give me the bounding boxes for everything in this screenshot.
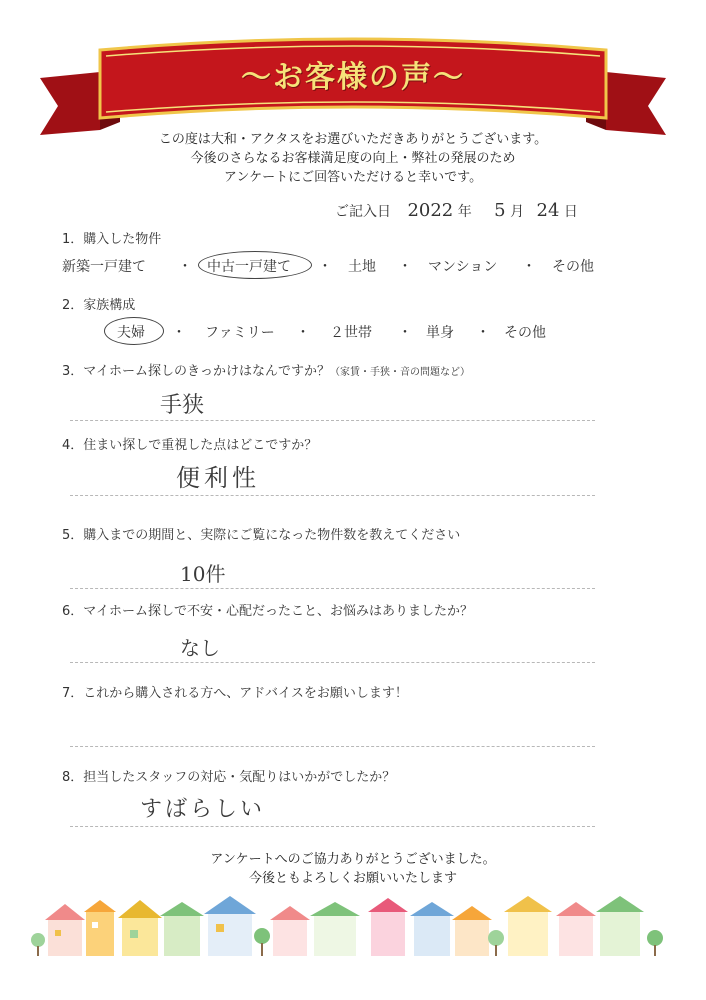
date-month-unit: 月 — [510, 204, 525, 220]
intro-line-3: アンケートにご回答いただけると幸いです。 — [223, 170, 483, 185]
q1-option-used-house: 中古一戸建て — [207, 259, 291, 275]
q4-answer-line — [70, 495, 595, 496]
tree-icon — [31, 933, 45, 956]
house-icon — [556, 902, 596, 956]
date-label: ご記入日 — [335, 204, 391, 220]
tree-icon — [254, 928, 270, 956]
tree-icon — [647, 930, 663, 956]
q3-answer-line — [70, 420, 595, 421]
q7-question: 7．これから購入される方へ、アドバイスをお願いします！ — [62, 686, 408, 701]
house-icon — [84, 900, 116, 956]
house-icon — [452, 906, 492, 956]
separator: ・ — [318, 259, 332, 275]
q4-answer: 便利性 — [176, 464, 260, 492]
tree-icon — [488, 930, 504, 956]
house-icon — [204, 896, 256, 956]
date-day-unit: 日 — [563, 204, 578, 220]
q2-option-two-generation: ２世帯 — [330, 325, 372, 341]
date-month: 5 — [494, 200, 506, 221]
house-icon — [45, 904, 85, 956]
q3-question — [62, 360, 470, 379]
date-row — [335, 200, 578, 221]
q5-answer-line — [70, 588, 595, 589]
q7-answer-line — [70, 746, 595, 747]
separator: ・ — [296, 325, 310, 341]
q4-question: 4．住まい探しで重視した点はどこですか？ — [62, 438, 318, 453]
date-year: 2022 — [407, 200, 454, 221]
q6-answer-line — [70, 662, 595, 663]
house-icon — [310, 902, 360, 956]
q8-answer-line — [70, 826, 595, 827]
q2-question: 2．家族構成 — [62, 298, 136, 313]
q2-option-family: ファミリー — [205, 325, 275, 341]
house-icon — [368, 898, 408, 956]
house-icon — [118, 900, 162, 956]
page-title: ～お客様の声～ — [241, 60, 465, 95]
separator: ・ — [398, 325, 412, 341]
q3-question-text: 3．マイホーム探しのきっかけはなんですか？ — [62, 364, 331, 379]
separator: ・ — [172, 325, 186, 341]
q2-options — [0, 322, 706, 342]
q1-option-land: 土地 — [348, 259, 376, 275]
q5-answer: 10件 — [180, 562, 226, 586]
house-icon — [596, 896, 644, 956]
q3-answer: 手狭 — [160, 393, 205, 418]
outro-line-1: アンケートへのご協力ありがとうございました。 — [210, 852, 496, 867]
q2-option-other: その他 — [504, 325, 546, 341]
house-icon — [270, 906, 310, 956]
q6-answer: なし — [180, 636, 220, 660]
separator: ・ — [522, 259, 536, 275]
q3-question-note: （家賃・手狭・音の問題など） — [330, 367, 471, 378]
house-icon — [410, 902, 454, 956]
houses-illustration — [0, 890, 706, 960]
date-year-unit: 年 — [457, 204, 472, 220]
q8-question: 8．担当したスタッフの対応・気配りはいかがでしたか？ — [62, 770, 396, 785]
q2-option-couple: 夫婦 — [117, 325, 145, 341]
separator: ・ — [178, 259, 192, 275]
q5-question: 5．購入までの期間と、実際にご覧になった物件数を教えてください — [62, 528, 461, 543]
house-icon — [504, 896, 552, 956]
separator: ・ — [398, 259, 412, 275]
q1-options — [0, 256, 706, 276]
intro-line-2: 今後のさらなるお客様満足度の向上・弊社の発展のため — [190, 151, 516, 166]
date-day: 24 — [536, 200, 560, 221]
q6-question: 6．マイホーム探しで不安・心配だったこと、お悩みはありましたか？ — [62, 604, 474, 619]
q1-question: 1．購入した物件 — [62, 232, 162, 247]
intro-line-1: この度は大和・アクタスをお選びいただきありがとうございます。 — [158, 132, 548, 147]
separator: ・ — [476, 325, 490, 341]
q1-option-mansion: マンション — [428, 259, 498, 275]
q1-option-new-house: 新築一戸建て — [62, 259, 146, 275]
house-icon — [160, 902, 204, 956]
q2-option-single: 単身 — [426, 325, 454, 341]
q8-answer: すばらしい — [140, 797, 266, 822]
outro-line-2: 今後ともよろしくお願いいたします — [248, 871, 457, 886]
q1-option-other: その他 — [552, 259, 594, 275]
